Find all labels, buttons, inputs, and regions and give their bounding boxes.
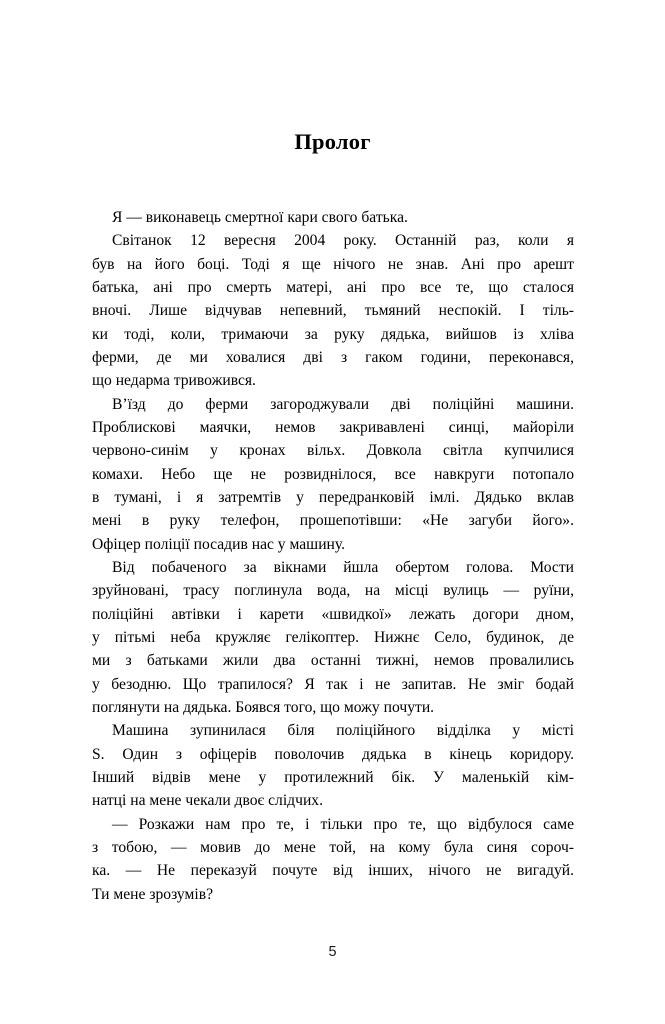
paragraph bbox=[92, 393, 574, 556]
text-line: Офіцер поліції посадив нас у машину. bbox=[92, 535, 346, 553]
page-number: 5 bbox=[328, 944, 337, 960]
text-line: був на його боці. Тоді я ще нічого не знав. Ані про арешт bbox=[92, 255, 574, 273]
text-line: поглянути на дядька. Боявся того, що можу почути. bbox=[92, 698, 435, 716]
text-line: натці на мене чекали двоє слідчих. bbox=[92, 792, 323, 810]
text-line: з тобою, — мовив до мене той, на кому була синя сороч- bbox=[92, 838, 574, 856]
text-line: ферми, де ми ховалися дві з гаком години, переконався, bbox=[92, 348, 574, 366]
text-line: S. Один з офіцерів поволочив дядька в кінець коридору. bbox=[92, 745, 574, 763]
text-line: — Розкажи нам про те, і тільки про те, що відбулося саме bbox=[112, 815, 574, 833]
text-line: ми з батьками жили два останні тижні, немов провалились bbox=[92, 652, 574, 670]
text-line: Я — виконавець смертної кари свого батька. bbox=[112, 209, 408, 226]
text-line: що недарма тривожився. bbox=[92, 372, 256, 390]
paragraph bbox=[92, 556, 574, 719]
text-line: Ти мене зрозумів? bbox=[92, 885, 213, 903]
text-line: Інший відвів мене у протилежний бік. У маленькій кім- bbox=[92, 768, 574, 786]
text-line: зруйновані, трасу поглинула вода, на місці вулиць — руїни, bbox=[92, 582, 574, 600]
text-line: в тумані, і я затремтів у передранковій імлі. Дядько вклав bbox=[92, 488, 574, 506]
body-text-block bbox=[92, 206, 574, 906]
text-line: у пітьмі неба кружляє гелікоптер. Нижнє Село, будинок, де bbox=[92, 628, 574, 646]
chapter-title: Пролог bbox=[294, 129, 371, 155]
text-line: вночі. Лише відчував непевний, тьмяний неспокій. І тіль- bbox=[92, 302, 574, 320]
text-line: мені в руку телефон, прошепотівши: «Не загуби його». bbox=[92, 512, 574, 530]
text-line: В’їзд до ферми загороджували дві поліційні машини. bbox=[112, 395, 574, 413]
text-line: у безодню. Що трапилося? Я так і не запитав. Не зміг бодай bbox=[92, 675, 574, 693]
text-line: червоно-синім у кронах вільх. Довкола світла купчилися bbox=[92, 442, 574, 460]
paragraph bbox=[92, 229, 574, 392]
text-line: комахи. Небо ще не розвиднілося, все навкруги потопало bbox=[92, 465, 574, 483]
text-line: Машина зупинилася біля поліційного відділка у місті bbox=[112, 722, 574, 740]
paragraph bbox=[92, 719, 574, 812]
paragraph bbox=[92, 813, 574, 906]
paragraph bbox=[92, 206, 574, 229]
text-line: батька, ані про смерть матері, ані про все те, що сталося bbox=[92, 278, 574, 296]
text-line: Проблискові маячки, немов закривавлені синці, майоріли bbox=[92, 418, 574, 436]
text-line: ки тоді, коли, тримаючи за руку дядька, вийшов із хліва bbox=[92, 325, 574, 343]
text-line: Від побаченого за вікнами йшла обертом голова. Мости bbox=[112, 558, 574, 576]
text-line: поліційні автівки і карети «швидкої» лежать догори дном, bbox=[92, 605, 574, 623]
text-line: Світанок 12 вересня 2004 року. Останній раз, коли я bbox=[112, 232, 574, 250]
text-line: ка. — Не переказуй почуте від інших, нічого не вигадуй. bbox=[92, 862, 574, 880]
